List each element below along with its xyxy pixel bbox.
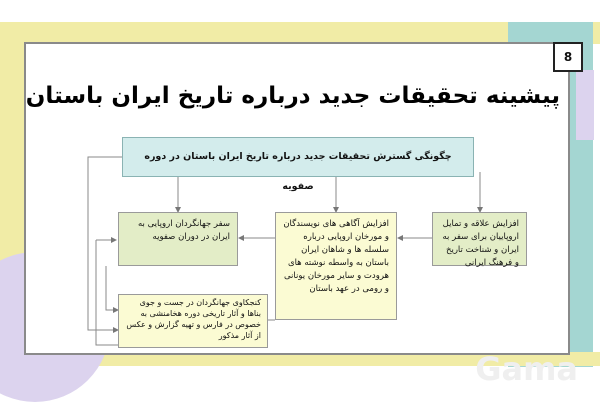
connector-loop-inner <box>96 240 118 345</box>
watermark-logo: Gama <box>475 350 578 388</box>
page-title: پیشینه تحقیقات جدید درباره تاریخ ایران باستان <box>25 83 560 109</box>
diagram-main-box: چگونگی گسترش تحقیقات جدید درباره تاریخ ایران باستان در دوره صفویه <box>122 137 474 177</box>
diagram-box-right: افزایش علاقه و تمایل اروپاییان برای سفر به ایران و شناخت تاریخ و فرهنگ ایرانی <box>432 212 527 266</box>
connector-left-to-bottom <box>106 266 118 310</box>
connector-loop-left <box>88 157 122 330</box>
diagram-box-left: سفر جهانگردان اروپایی به ایران در دوران صفویه <box>118 212 238 266</box>
diagram-box-middle: افزایش آگاهی های نویسندگان و مورخان اروپایی درباره سلسله ها و شاهان ایران باستان به واسطه نوشته های هرودت و سایر مورخان یونانی و رومی در عهد باستان <box>275 212 397 320</box>
page-number: 8 <box>553 42 583 72</box>
diagram-box-bottom: کنجکاوی جهانگردان در جست و جوی بناها و آثار تاریخی دوره هخامنشی به خصوص در فارس و تهیه گزارش و عکس از آثار مذکور <box>118 294 268 348</box>
